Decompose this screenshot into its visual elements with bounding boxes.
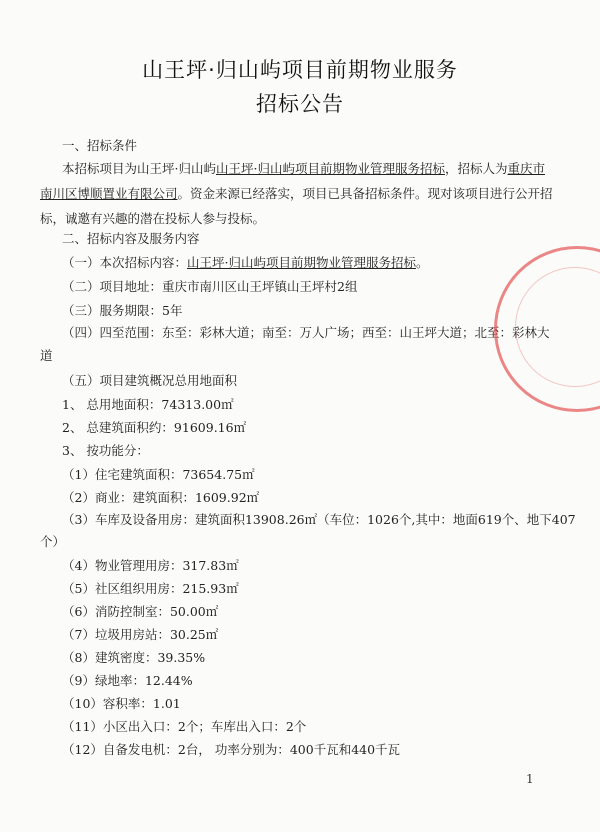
area-3: 3、 按功能分： — [62, 443, 149, 458]
item-4-line-2: 道 — [40, 348, 53, 363]
text-span: （一）本次招标内容： — [62, 255, 188, 270]
function-item-4: （4）物业管理用房：317.83㎡ — [62, 558, 239, 573]
section-1-paragraph-line-3: 标，诚邀有兴趣的潜在投标人参与投标。 — [40, 211, 266, 226]
section-1-paragraph-line-1 — [62, 160, 545, 178]
function-item-12: （12）自备发电机：2台， 功率分别为：400千瓦和440千瓦 — [62, 742, 401, 757]
tenderer-name-underlined: 重庆市 — [507, 161, 545, 176]
function-item-1: （1）住宅建筑面积：73654.75㎡ — [62, 467, 255, 482]
item-3: （三）服务期限：5年 — [62, 303, 183, 318]
text-span: 本招标项目为山王坪·归山屿 — [62, 161, 216, 176]
document-title: 山王坪·归山屿项目前期物业服务 — [142, 58, 458, 82]
function-item-2: （2）商业：建筑面积：1609.92㎡ — [62, 490, 260, 505]
tender-content-underlined: 山王坪·归山屿项目前期物业管理服务招标 — [187, 255, 416, 270]
item-1 — [62, 254, 429, 272]
function-item-7: （7）垃圾用房站：30.25㎡ — [62, 627, 219, 642]
red-seal-stamp — [494, 246, 600, 412]
section-2-heading: 二、招标内容及服务内容 — [62, 231, 200, 246]
text-span: ，招标人为 — [444, 161, 508, 176]
function-item-11: （11）小区出入口：2个；车库出入口：2个 — [62, 719, 307, 734]
seal-inner-ring — [515, 267, 600, 387]
section-1-heading: 一、招标条件 — [62, 138, 138, 153]
function-item-3-line-2: 个） — [40, 534, 66, 549]
function-item-10: （10）容积率：1.01 — [62, 696, 181, 711]
area-1: 1、 总用地面积：74313.00㎡ — [62, 397, 234, 412]
function-item-9: （9）绿地率：12.44% — [62, 673, 193, 688]
page-number: 1 — [526, 772, 534, 786]
function-item-6: （6）消防控制室：50.00㎡ — [62, 604, 219, 619]
text-span: 。资金来源已经落实，项目已具备招标条件。现对该项目进行公开招 — [177, 186, 553, 201]
item-4-line-1: （四）四至范围：东至：彩林大道；南至：万人广场；西至：山王坪大道；北至：彩林大 — [62, 325, 550, 340]
text-span: 。 — [416, 255, 429, 270]
company-name-underlined: 南川区博顺置业有限公司 — [40, 186, 178, 201]
function-item-8: （8）建筑密度：39.35% — [62, 650, 206, 665]
project-name-underlined: 山王坪·归山屿项目前期物业管理服务招标 — [215, 161, 445, 176]
function-item-3-line-1: （3）车库及设备用房：建筑面积13908.26㎡（车位：1026个,其中：地面619个、地下407 — [62, 512, 576, 527]
item-2: （二）项目地址：重庆市南川区山王坪镇山王坪村2组 — [62, 279, 358, 294]
function-item-5: （5）社区组织用房：215.93㎡ — [62, 581, 239, 596]
item-5: （五）项目建筑概况总用地面积 — [62, 373, 238, 388]
area-2: 2、 总建筑面积约：91609.16㎡ — [62, 420, 247, 435]
section-1-paragraph-line-2 — [40, 185, 553, 203]
document-subtitle: 招标公告 — [256, 92, 344, 116]
